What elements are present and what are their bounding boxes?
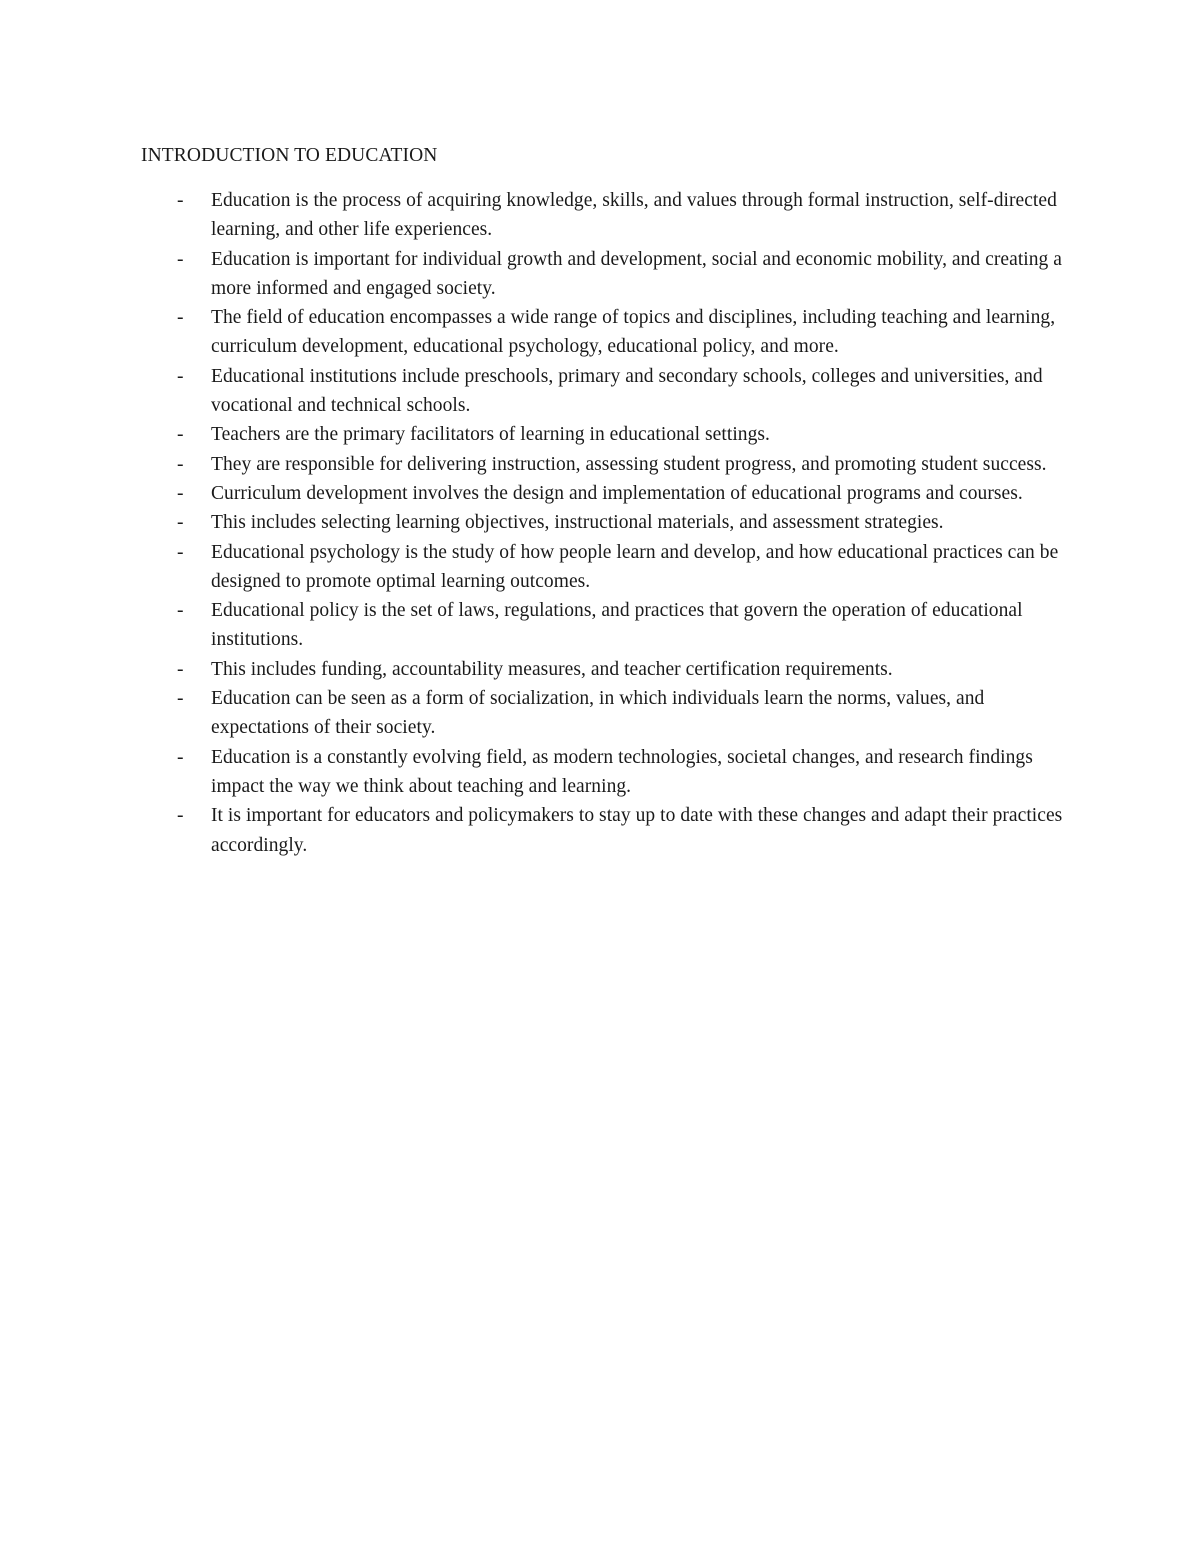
list-item-text: Education is a constantly evolving field, as modern technologies, societal changes, and research findings impact the way we think about teaching and learning.	[211, 746, 1033, 797]
bullet-dash: -	[177, 805, 184, 827]
list-item	[141, 186, 1081, 245]
bullet-dash: -	[177, 541, 184, 563]
list-item	[141, 655, 1081, 684]
bullet-dash: -	[177, 453, 184, 475]
bullet-dash: -	[177, 365, 184, 387]
list-item	[141, 508, 1081, 537]
list-item	[141, 684, 1081, 743]
list-item	[141, 596, 1081, 655]
list-item-text: Education is the process of acquiring knowledge, skills, and values through formal instruction, self-directed learning, and other life experiences.	[211, 190, 1057, 241]
list-item	[141, 743, 1081, 802]
list-item	[141, 479, 1081, 508]
bullet-dash: -	[177, 248, 184, 270]
page-title: INTRODUCTION TO EDUCATION	[141, 145, 438, 166]
list-item	[141, 362, 1081, 421]
list-item	[141, 303, 1081, 362]
list-item-text: The field of education encompasses a wide range of topics and disciplines, including teaching and learning, curriculum development, educational psychology, educational policy, and more.	[211, 307, 1056, 358]
list-item	[141, 420, 1081, 449]
list-item-text: This includes selecting learning objectives, instructional materials, and assessment strategies.	[211, 512, 944, 534]
list-item-text: They are responsible for delivering instruction, assessing student progress, and promoting student success.	[211, 453, 1047, 475]
bullet-dash: -	[177, 658, 184, 680]
bullet-dash: -	[177, 512, 184, 534]
bullet-dash: -	[177, 600, 184, 622]
list-item	[141, 245, 1081, 304]
list-item-text: Curriculum development involves the design and implementation of educational programs and courses.	[211, 482, 1023, 504]
bullet-dash: -	[177, 746, 184, 768]
list-item-text: Teachers are the primary facilitators of learning in educational settings.	[211, 424, 770, 446]
list-item	[141, 538, 1081, 597]
bullet-list	[141, 186, 1081, 860]
bullet-dash: -	[177, 482, 184, 504]
list-item-text: Educational institutions include preschools, primary and secondary schools, colleges and universities, and vocational and technical schools.	[211, 365, 1043, 417]
list-item-text: This includes funding, accountability measures, and teacher certification requirements.	[211, 658, 893, 680]
list-item	[141, 801, 1081, 860]
list-item-text: Educational policy is the set of laws, regulations, and practices that govern the operation of educational institutions.	[211, 600, 1023, 651]
bullet-dash: -	[177, 307, 184, 329]
list-item-text: Educational psychology is the study of how people learn and develop, and how educational practices can be designed to promote optimal learning outcomes.	[211, 541, 1059, 592]
list-item	[141, 450, 1081, 479]
bullet-dash: -	[177, 424, 184, 446]
bullet-dash: -	[177, 190, 184, 211]
list-item-text: It is important for educators and policymakers to stay up to date with these changes and adapt their practices accordingly.	[211, 805, 1063, 856]
bullet-dash: -	[177, 688, 184, 710]
list-item-text: Education can be seen as a form of socialization, in which individuals learn the norms, values, and expectations of their society.	[211, 688, 985, 739]
list-item-text: Education is important for individual growth and development, social and economic mobility, and creating a more informed and engaged society.	[211, 248, 1062, 299]
